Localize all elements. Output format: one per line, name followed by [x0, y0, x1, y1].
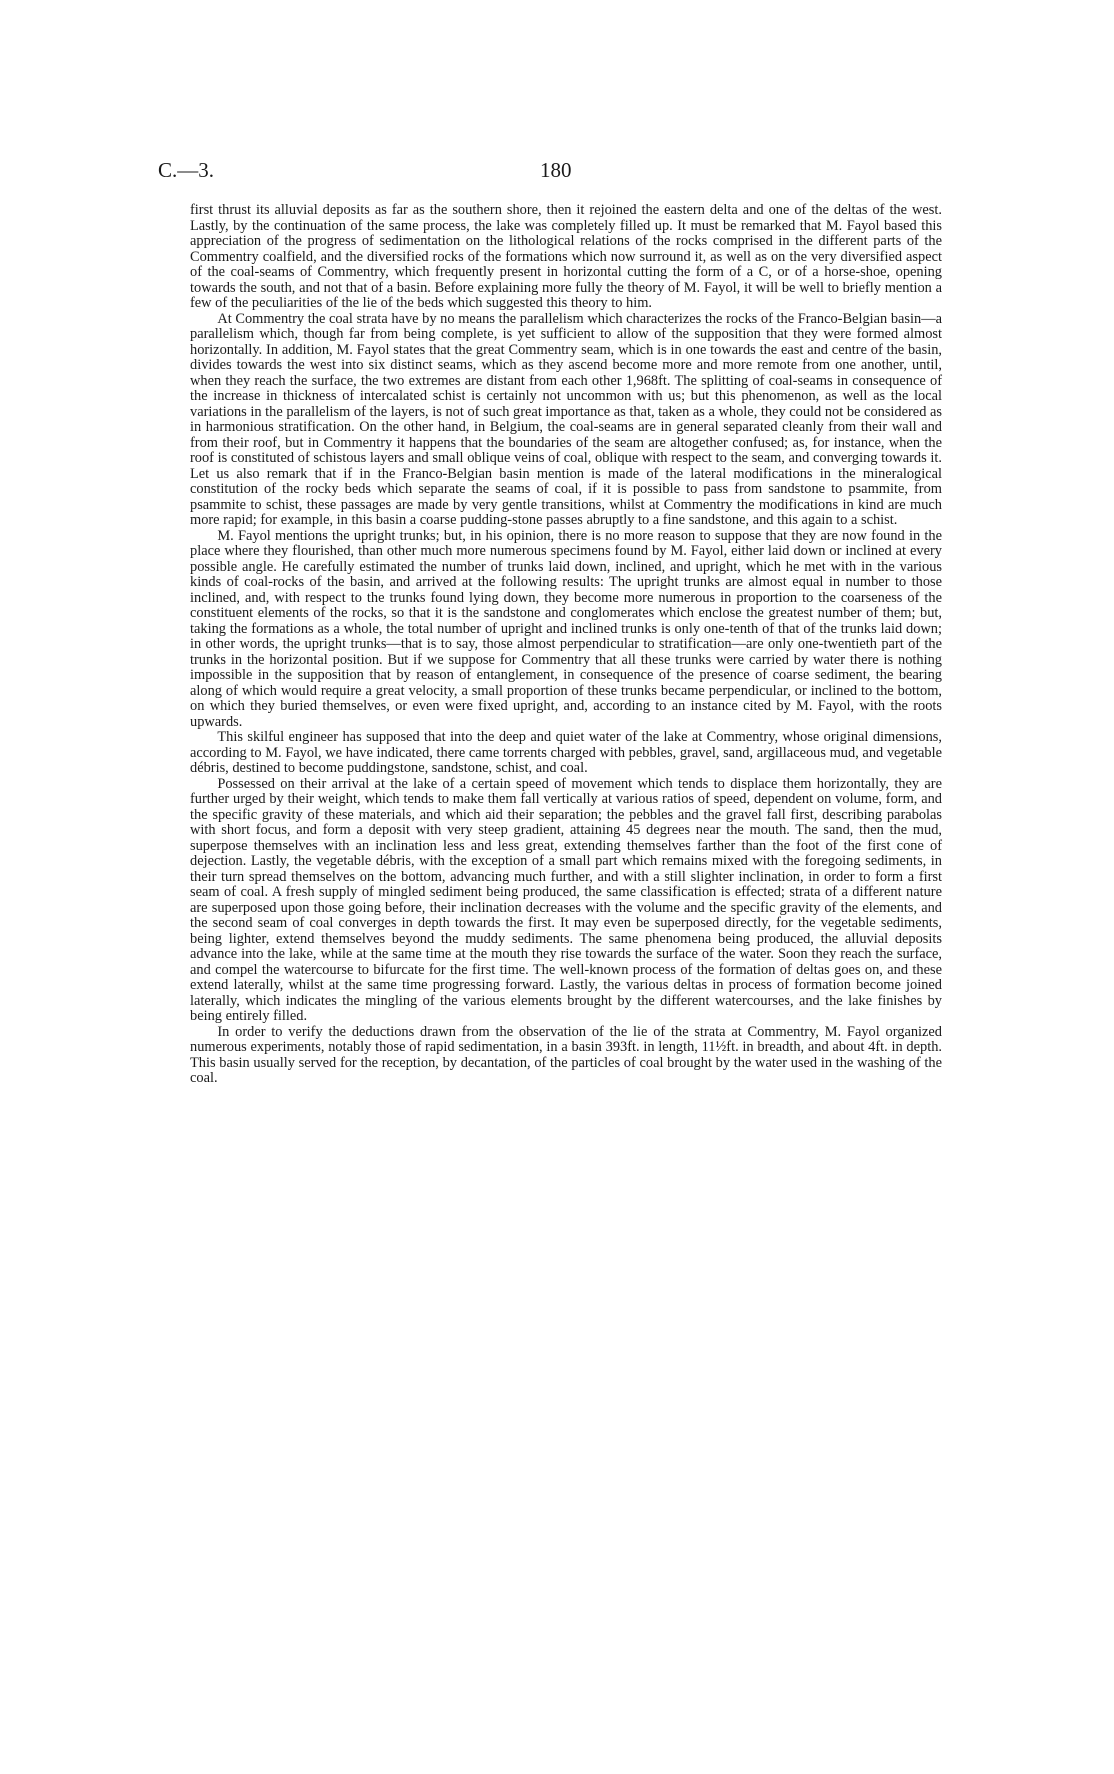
paragraph: M. Fayol mentions the upright trunks; but, in his opinion, there is no more reason to suppose that they are now found in the place where they flourished, than other much more numerous specimens found by M. Fayol, either laid down or inclined at every possible angle. He carefully estimated the number of trunks laid down, inclined, and upright, which he met with in the various kinds of coal-rocks of the basin, and arrived at the following results: The upright trunks are almost equal in number to those inclined, and, with respect to the trunks found lying down, they become more numerous in proportion to the coarseness of the constituent elements of the rocks, so that it is the sandstone and conglomerates which enclose the greatest number of them; but, taking the formations as a whole, the total number of upright and inclined trunks is only one-tenth of that of the trunks laid down; in other words, the upright trunks—that is to say, those almost perpendicular to stratification—are only one-twentieth part of the trunks in the horizontal position. But if we suppose for Commentry that all these trunks were carried by water there is nothing impossible in the supposition that by reason of entanglement, in consequence of the presence of coarse sediment, the bearing along of which would require a great velocity, a small proportion of these trunks became perpendicular, or inclined to the bottom, on which they buried themselves, or even were fixed upright, and, according to an instance cited by M. Fayol, with the roots upwards. [190, 527, 942, 730]
paragraph: Possessed on their arrival at the lake of a certain speed of movement which tends to displace them horizontally, they are further urged by their weight, which tends to make them fall vertically at various ratios of speed, dependent on volume, form, and the specific gravity of these materials, and which aid their separation; the pebbles and the gravel fall first, describing parabolas with short focus, and form a deposit with very steep gradient, attaining 45 degrees near the mouth. The sand, then the mud, superpose themselves with an inclination less and less great, extending themselves farther than the foot of the first cone of dejection. Lastly, the vegetable débris, with the exception of a small part which remains mixed with the foregoing sediments, in their turn spread themselves on the bottom, advancing much further, and with a still slighter inclination, in order to form a first seam of coal. A fresh supply of mingled sediment being produced, the same classification is effected; strata of a different nature are superposed upon those going before, their inclination decreases with the volume and the specific gravity of the elements, and the second seam of coal converges in depth towards the first. It may even be superposed directly, for the vegetable sediments, being lighter, extend themselves beyond the muddy sediments. The same phenomena being produced, the alluvial deposits advance into the lake, while at the same time at the mouth they rise towards the surface of the water. Soon they reach the surface, and compel the watercourse to bifurcate for the first time. The well-known process of the formation of deltas goes on, and these extend laterally, whilst at the same time progressing forward. Lastly, the various deltas in process of formation become joined laterally, which indicates the mingling of the various elements brought by the different watercourses, and the lake finishes by being entirely filled. [190, 775, 942, 1024]
paragraph: This skilful engineer has supposed that into the deep and quiet water of the lake at Commentry, whose original dimensions, according to M. Fayol, we have indicated, there came torrents charged with pebbles, gravel, sand, argillaceous mud, and vegetable débris, destined to become puddingstone, sandstone, schist, and coal. [190, 729, 942, 776]
document-reference: C.—3. [158, 158, 215, 182]
paragraph: At Commentry the coal strata have by no means the parallelism which characterizes the rocks of the Franco-Belgian basin—a parallelism which, though far from being complete, is yet sufficient to allow of the supposition that they were formed almost horizontally. In addition, M. Fayol states that the great Commentry seam, which is in one towards the east and centre of the basin, divides towards the west into six distinct seams, which as they ascend become more and more remote from one another, until, when they reach the surface, the two extremes are distant from each other 1,968ft. The splitting of coal-seams in consequence of the increase in thickness of intercalated schist is certainly not uncommon with us; but this phenomenon, as well as the local variations in the parallelism of the layers, is not of such great importance as that, taken as a whole, they could not be considered as in harmonious stratification. On the other hand, in Belgium, the coal-seams are in general separated cleanly from their wall and from their roof, but in Commentry it happens that the boundaries of the seam are altogether confused; as, for instance, when the roof is constituted of schistous layers and small oblique veins of coal, oblique with respect to the seam, and converging towards it. Let us also remark that if in the Franco-Belgian basin mention is made of the lateral modifications in the mineralogical constitution of the rocky beds which separate the seams of coal, if it is possible to pass from sandstone to psammite, from psammite to schist, these passages are made by very gentle transitions, whilst at Commentry the modifications in kind are much more rapid; for example, in this basin a coarse pudding-stone passes abruptly to a fine sandstone, and this again to a schist. [190, 310, 942, 528]
page-number: 180 [540, 158, 572, 182]
paragraph: first thrust its alluvial deposits as far as the southern shore, then it rejoined the eastern delta and one of the deltas of the west. Lastly, by the continuation of the same process, the lake was completely filled up. It must be remarked that M. Fayol based this appreciation of the progress of sedimentation on the lithological relations of the rocks comprised in the different parts of the Commentry coalfield, and the diversified rocks of the formations which now surround it, as well as on the very diversified aspect of the coal-seams of Commentry, which frequently present in horizontal cutting the form of a C, or of a horse-shoe, opening towards the south, and not that of a basin. Before explaining more fully the theory of M. Fayol, it will be well to briefly mention a few of the peculiarities of the lie of the beds which suggested this theory to him. [190, 202, 942, 311]
page-header [158, 158, 938, 184]
body-text [190, 203, 942, 1087]
paragraph: In order to verify the deductions drawn from the observation of the lie of the strata at Commentry, M. Fayol organized numerous experiments, notably those of rapid sedimentation, in a basin 393ft. in length, 11½ft. in breadth, and about 4ft. in depth. This basin usually served for the reception, by decantation, of the particles of coal brought by the water used in the washing of the coal. [190, 1023, 942, 1086]
